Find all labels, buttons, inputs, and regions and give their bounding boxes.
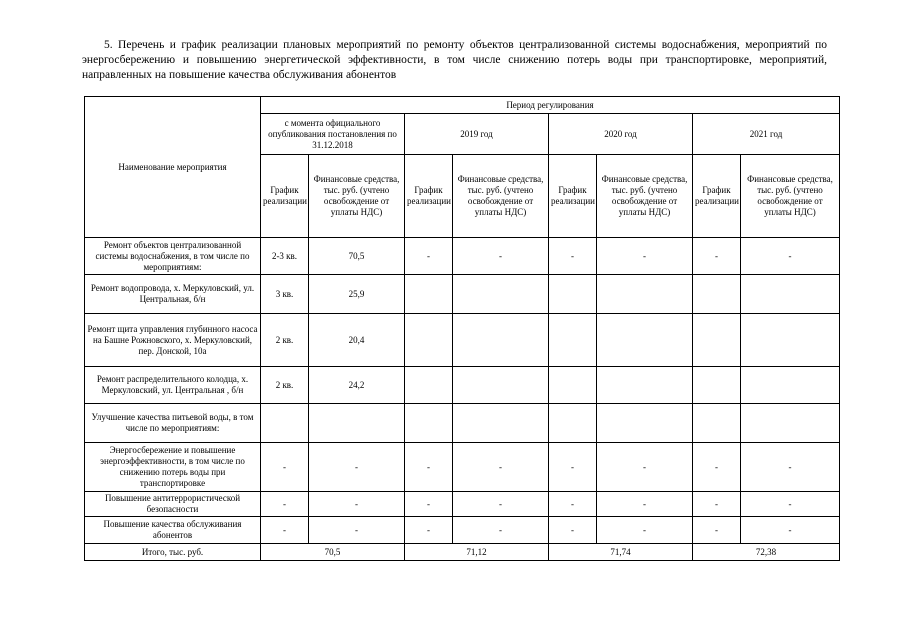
- table-cell: -: [549, 443, 597, 492]
- subheader-schedule: График реализации: [261, 155, 309, 238]
- table-cell: 25,9: [309, 275, 405, 314]
- table-cell: -: [309, 517, 405, 544]
- table-cell: [405, 404, 453, 443]
- table-cell: [741, 275, 840, 314]
- row-name: Улучшение качества питьевой воды, в том числе по мероприятиям:: [85, 404, 261, 443]
- table-cell: [597, 275, 693, 314]
- subheader-finance: Финансовые средства, тыс. руб. (учтено освобождение от уплаты НДС): [453, 155, 549, 238]
- period-header-2021: 2021 год: [693, 114, 840, 155]
- table-row: [85, 314, 840, 367]
- subheader-schedule: График реализации: [549, 155, 597, 238]
- table-cell: [741, 404, 840, 443]
- table-row: [85, 238, 840, 275]
- table-row: [85, 404, 840, 443]
- row-name: Ремонт распределительного колодца, х. Меркуловский, ул. Центральная , б/н: [85, 367, 261, 404]
- subheader-finance: Финансовые средства, тыс. руб. (учтено освобождение от уплаты НДС): [597, 155, 693, 238]
- table-cell: [453, 367, 549, 404]
- table-cell: -: [405, 443, 453, 492]
- total-value-2020: 71,74: [549, 544, 693, 561]
- table-cell: -: [741, 517, 840, 544]
- table-cell: -: [549, 238, 597, 275]
- table-cell: -: [597, 443, 693, 492]
- subheader-finance: Финансовые средства, тыс. руб. (учтено освобождение от уплаты НДС): [309, 155, 405, 238]
- period-header: Период регулирования: [261, 97, 840, 114]
- table-cell: -: [693, 492, 741, 517]
- total-value-2019: 71,12: [405, 544, 549, 561]
- total-value-initial: 70,5: [261, 544, 405, 561]
- period-header-2019: 2019 год: [405, 114, 549, 155]
- table-cell: -: [309, 443, 405, 492]
- table-cell: -: [741, 238, 840, 275]
- table-cell: 24,2: [309, 367, 405, 404]
- table-cell: [405, 367, 453, 404]
- table-cell: [693, 367, 741, 404]
- plan-table: [84, 96, 840, 561]
- subheader-finance: Финансовые средства, тыс. руб. (учтено освобождение от уплаты НДС): [741, 155, 840, 238]
- table-cell: -: [693, 238, 741, 275]
- table-cell: [597, 367, 693, 404]
- table-cell: [405, 275, 453, 314]
- table-cell: -: [453, 492, 549, 517]
- row-name: Ремонт щита управления глубинного насоса на Башне Рожновского, х. Меркуловский, пер. Донской, 10а: [85, 314, 261, 367]
- table-cell: -: [405, 238, 453, 275]
- table-cell: [453, 404, 549, 443]
- table-cell: [453, 314, 549, 367]
- table-cell: -: [405, 517, 453, 544]
- row-name: Повышение качества обслуживания абонентов: [85, 517, 261, 544]
- table-cell: [549, 404, 597, 443]
- table-row: [85, 275, 840, 314]
- table-cell: [309, 404, 405, 443]
- total-label: Итого, тыс. руб.: [85, 544, 261, 561]
- table-cell: -: [261, 443, 309, 492]
- document-heading: 5. Перечень и график реализации плановых мероприятий по ремонту объектов централизованной системы водоснабжения, мероприятий по энергосбережению и повышению энергетической эффективности, в том числе снижению потерь воды при транспортировке, мероприятий, направленных на повышение качества обслуживания абонентов: [82, 39, 827, 81]
- table-cell: 70,5: [309, 238, 405, 275]
- subheader-schedule: График реализации: [693, 155, 741, 238]
- table-cell: -: [453, 517, 549, 544]
- table-cell: -: [597, 238, 693, 275]
- table-cell: [549, 275, 597, 314]
- table-cell: -: [453, 238, 549, 275]
- table-cell: [597, 314, 693, 367]
- table-cell: [693, 404, 741, 443]
- table-cell: 2 кв.: [261, 367, 309, 404]
- period-header-2020: 2020 год: [549, 114, 693, 155]
- table-cell: [549, 367, 597, 404]
- table-cell: -: [597, 517, 693, 544]
- table-cell: [741, 367, 840, 404]
- table-cell: -: [405, 492, 453, 517]
- table-cell: -: [309, 492, 405, 517]
- table-cell: -: [549, 492, 597, 517]
- table-cell: [693, 314, 741, 367]
- table-row: [85, 367, 840, 404]
- row-name: Повышение антитеррористической безопасности: [85, 492, 261, 517]
- row-name: Ремонт водопровода, х. Меркуловский, ул. Центральная, б/н: [85, 275, 261, 314]
- total-value-2021: 72,38: [693, 544, 840, 561]
- table-cell: -: [453, 443, 549, 492]
- table-cell: 2 кв.: [261, 314, 309, 367]
- table-cell: 3 кв.: [261, 275, 309, 314]
- table-cell: [405, 314, 453, 367]
- column-header-name: Наименование мероприятия: [85, 97, 261, 238]
- table-cell: -: [693, 517, 741, 544]
- table-cell: -: [549, 517, 597, 544]
- table-row: [85, 517, 840, 544]
- table-cell: [693, 275, 741, 314]
- table-cell: -: [261, 517, 309, 544]
- row-name: Энергосбережение и повышение энергоэффективности, в том числе по снижению потерь воды при транспортировке: [85, 443, 261, 492]
- table-row: [85, 492, 840, 517]
- total-row: [85, 544, 840, 561]
- table-cell: 20,4: [309, 314, 405, 367]
- table-cell: -: [261, 492, 309, 517]
- table-cell: -: [693, 443, 741, 492]
- table-cell: -: [741, 492, 840, 517]
- table-cell: [597, 404, 693, 443]
- table-cell: [453, 275, 549, 314]
- table-cell: [741, 314, 840, 367]
- table-cell: -: [741, 443, 840, 492]
- period-header-initial: с момента официального опубликования постановления по 31.12.2018: [261, 114, 405, 155]
- subheader-schedule: График реализации: [405, 155, 453, 238]
- table-cell: -: [597, 492, 693, 517]
- row-name: Ремонт объектов централизованной системы водоснабжения, в том числе по мероприятиям:: [85, 238, 261, 275]
- table-row: [85, 443, 840, 492]
- table-cell: [549, 314, 597, 367]
- table-cell: 2-3 кв.: [261, 238, 309, 275]
- table-cell: [261, 404, 309, 443]
